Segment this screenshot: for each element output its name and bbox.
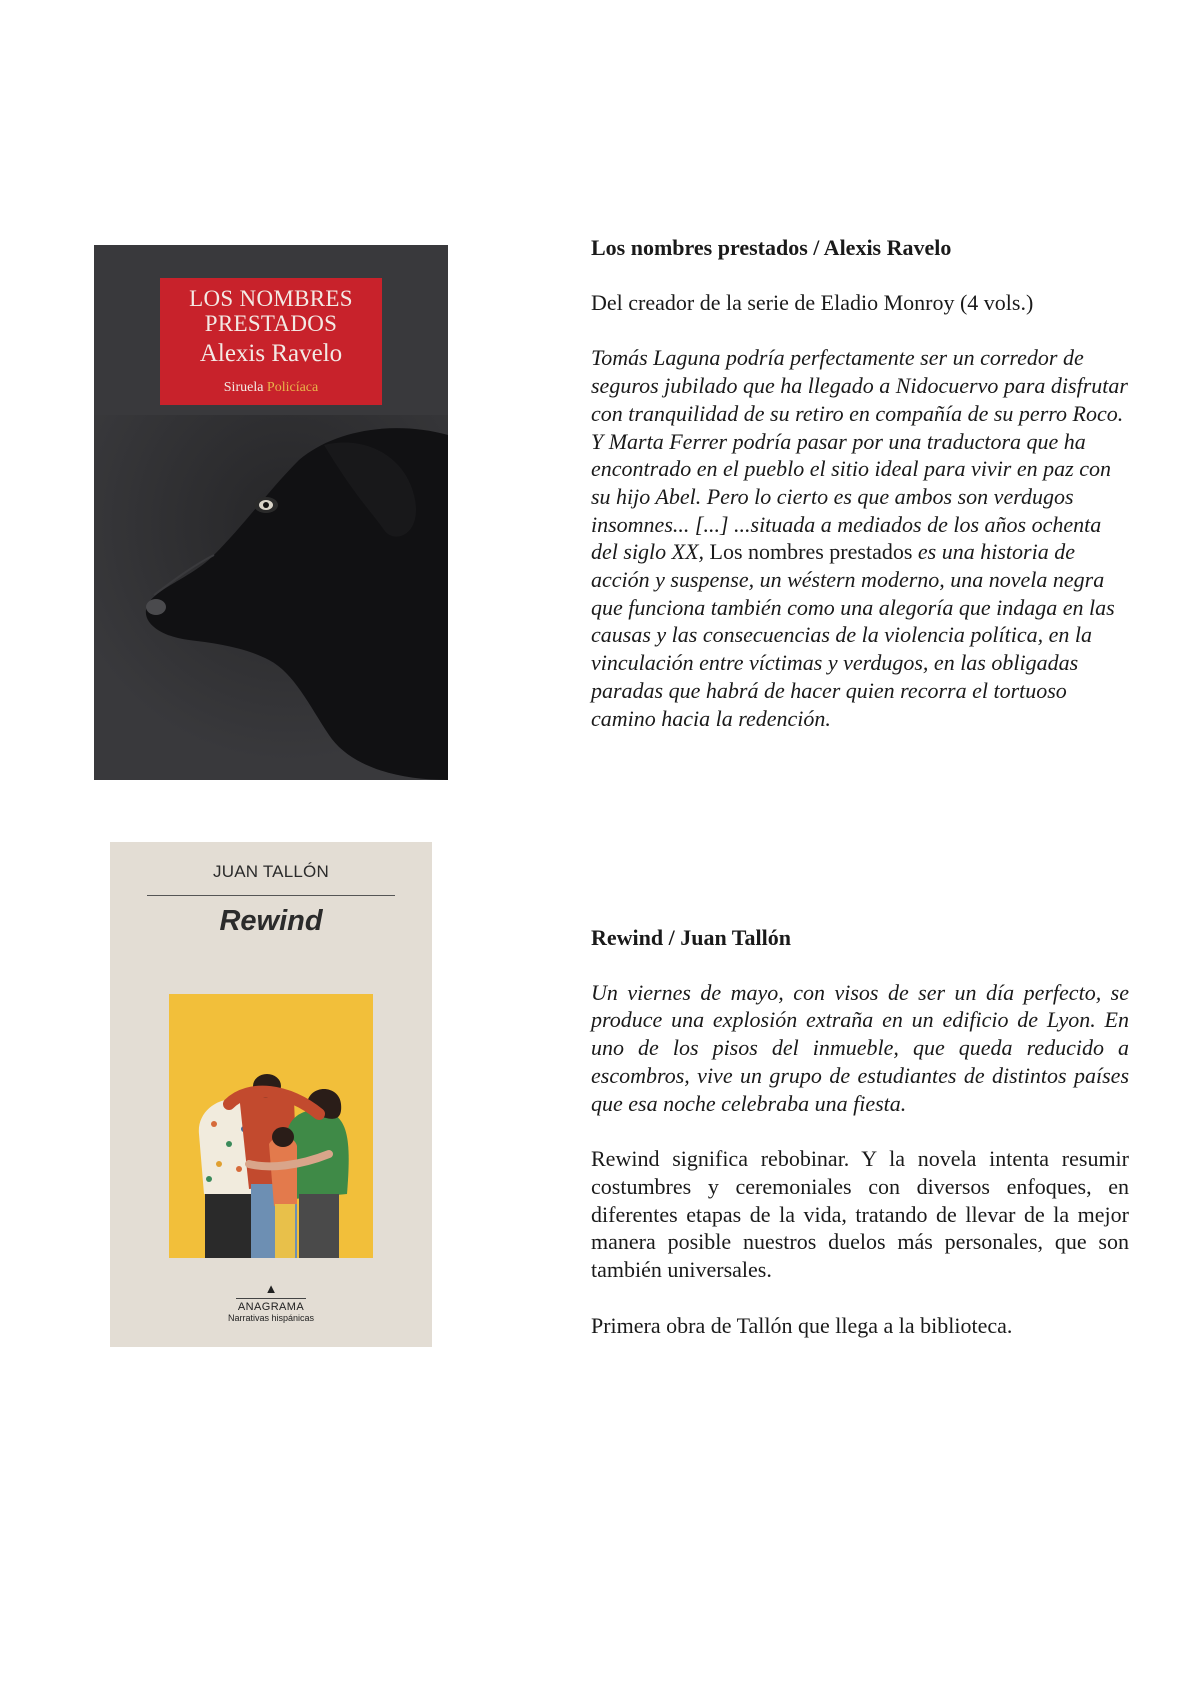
cover-publisher bbox=[160, 380, 382, 396]
book1-subtitle: Del creador de la serie de Eladio Monroy (4 vols.) bbox=[591, 289, 1034, 315]
cover2-author: JUAN TALLÓN bbox=[213, 862, 329, 881]
anagrama-logo-icon: ▲ bbox=[264, 1281, 278, 1296]
cover-publisher-name: Siruela bbox=[223, 380, 264, 395]
book1-heading: Los nombres prestados / Alexis Ravelo bbox=[591, 235, 952, 260]
cover2-illustration bbox=[169, 994, 373, 1258]
book1-synopsis-part2: es una historia de acción y suspense, un wéstern moderno, una novela negra que funciona también como una alegoría que indaga en las causas y las consecuencias de la violencia política, en la vinculación entre víctimas y verdugos, en las obligadas paradas que habrá de hacer quien recorra el tortuoso camino hacia la redención. bbox=[591, 539, 1115, 731]
cover2-title: Rewind bbox=[219, 905, 323, 937]
cover-title-line1: LOS NOMBRES bbox=[189, 286, 353, 311]
book1-synopsis-title: Los nombres prestados bbox=[704, 539, 918, 565]
book-cover-rewind bbox=[110, 842, 432, 1347]
book2-description bbox=[591, 924, 1129, 1339]
dog-illustration bbox=[94, 415, 448, 780]
book1-synopsis bbox=[591, 344, 1129, 732]
book2-note: Primera obra de Tallón que llega a la biblioteca. bbox=[591, 1312, 1013, 1338]
cover-author: Alexis Ravelo bbox=[199, 340, 343, 367]
book2-comment: Rewind significa rebobinar. Y la novela intenta resumir costumbres y ceremoniales con diversos enfoques, en diferentes etapas de la vida, tratando de llevar de la mejor manera posible nuestros duelos más personales, que son también universales. bbox=[591, 1146, 1129, 1283]
book2-heading: Rewind / Juan Tallón bbox=[591, 925, 791, 950]
cover2-divider bbox=[147, 895, 395, 896]
book1-synopsis-part1: Tomás Laguna podría perfectamente ser un corredor de seguros jubilado que ha llegado a Nidocuervo para disfrutar con tranquilidad de su retiro en compañía de su perro Roco. Y Marta Ferrer podría pasar por una traductora que ha encontrado en el pueblo el sitio ideal para vivir en paz con su hijo Abel. Pero lo cierto es que ambos son verdugos insomnes... [...] ...situada a mediados de los años ochenta del siglo XX, bbox=[591, 345, 1128, 565]
book2-synopsis: Un viernes de mayo, con visos de ser un día perfecto, se produce una explosión extraña en un edificio de Lyon. En uno de los pisos del inmueble, que queda reducido a escombros, vive un grupo de estudiantes de distintos países que esa noche celebraba una fiesta. bbox=[591, 979, 1129, 1116]
book-cover-los-nombres-prestados bbox=[94, 245, 448, 780]
cover2-publisher-logo bbox=[110, 1282, 432, 1323]
cover-title-label bbox=[160, 278, 382, 405]
cover-title-line2: PRESTADOS bbox=[204, 311, 338, 336]
people-hugging-illustration bbox=[169, 994, 373, 1258]
cover2-publisher: ANAGRAMA bbox=[237, 1301, 305, 1313]
book1-description bbox=[591, 234, 1129, 732]
cover-collection: Policíaca bbox=[266, 380, 319, 395]
cover2-collection: Narrativas hispánicas bbox=[227, 1313, 315, 1323]
